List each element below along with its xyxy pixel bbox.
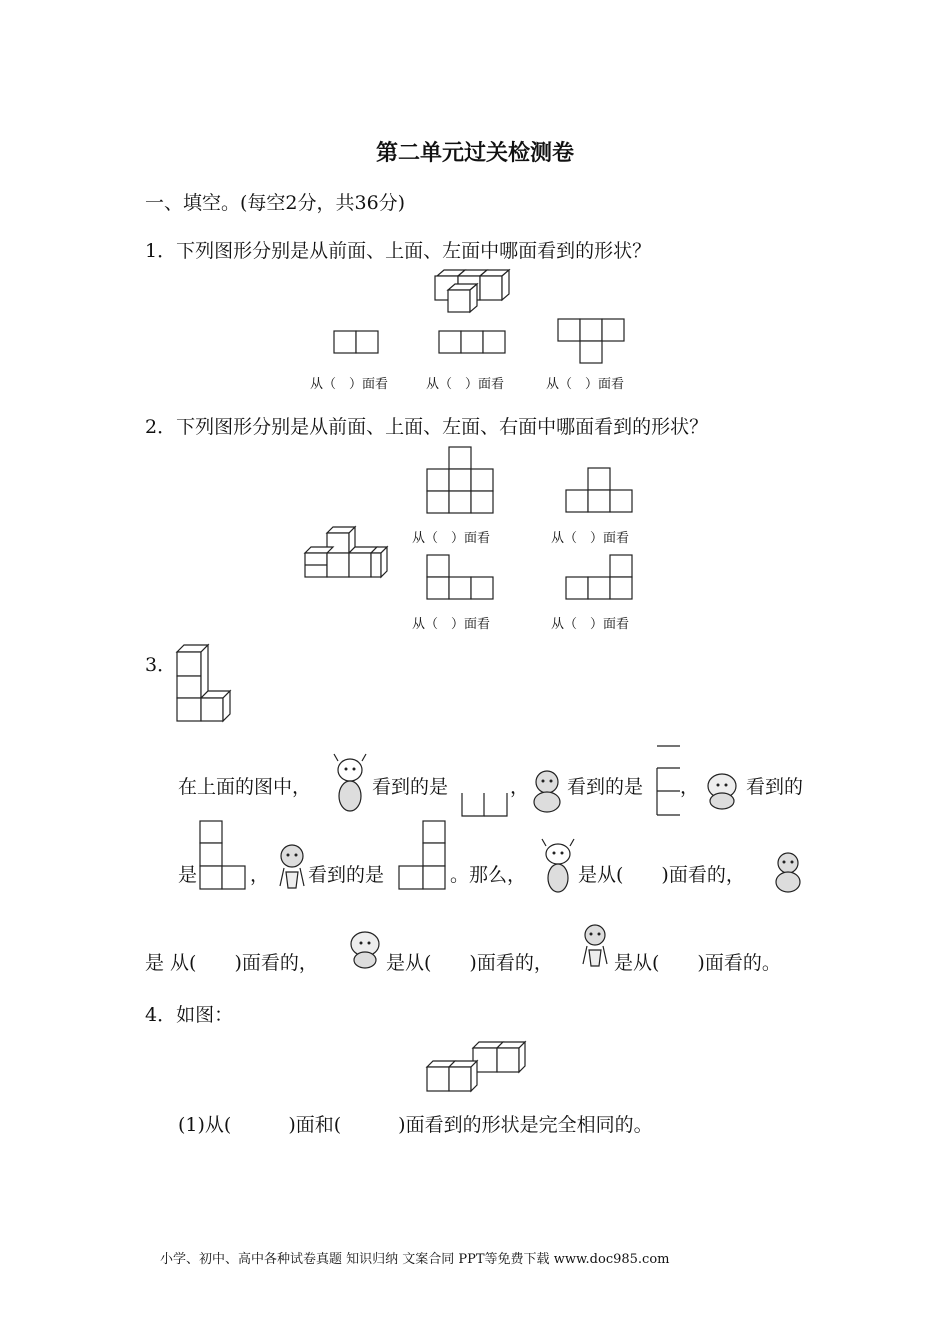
q1-caption-1: 从（ ）面看 bbox=[310, 377, 389, 392]
q2-caption-1: 从（ ）面看 bbox=[412, 531, 491, 546]
tiger-icon bbox=[272, 842, 312, 894]
q3-line1-a: 在上面的图中， bbox=[178, 776, 312, 798]
q3-line2-a: 是 bbox=[178, 864, 198, 886]
q3-line1-f: 看到的 bbox=[746, 776, 804, 798]
q3-line3-a: 是 从( )面看的， bbox=[145, 952, 318, 974]
q2-view-a bbox=[426, 446, 498, 516]
q2-cube-figure bbox=[303, 522, 393, 580]
q2-view-d bbox=[565, 554, 637, 602]
q2-view-c bbox=[426, 554, 498, 602]
q1-caption-2: 从（ ）面看 bbox=[426, 377, 505, 392]
q1-cube-figure bbox=[430, 270, 520, 315]
page-footer: 小学、初中、高中各种试卷真题 知识归纳 文案合同 PPT等免费下载 www.doc985.com bbox=[160, 1252, 670, 1267]
question-1-text: 1．下列图形分别是从前面、上面、左面中哪面看到的形状？ bbox=[145, 240, 652, 262]
q1-view-b bbox=[438, 330, 510, 355]
q3-answer-view-4 bbox=[398, 820, 448, 892]
q3-line1-e: ， bbox=[680, 776, 700, 798]
q3-line2-d: 。那么， bbox=[450, 864, 527, 886]
q2-caption-4: 从（ ）面看 bbox=[551, 617, 630, 632]
q4-sub-1: (1)从( )面和( )面看到的形状是完全相同的。 bbox=[178, 1114, 653, 1136]
q3-answer-view-2 bbox=[656, 745, 682, 817]
q3-cube-figure bbox=[176, 644, 236, 724]
q2-caption-3: 从（ ）面看 bbox=[412, 617, 491, 632]
sheep-icon bbox=[344, 928, 386, 970]
question-3-number: 3． bbox=[145, 654, 177, 676]
q3-line2-c: 看到的是 bbox=[308, 864, 385, 886]
bear-icon bbox=[528, 768, 566, 814]
q3-line2-e: 是从( )面看的， bbox=[578, 864, 745, 886]
q3-line2-b: ， bbox=[250, 864, 270, 886]
q3-line3-c: 是从( )面看的。 bbox=[614, 952, 781, 974]
bear-icon bbox=[770, 850, 806, 894]
q1-view-a bbox=[333, 330, 381, 355]
section-heading: 一、填空。(每空2分，共36分) bbox=[145, 192, 406, 214]
q3-answer-view-1 bbox=[461, 792, 509, 818]
goat-icon bbox=[330, 752, 370, 814]
q2-caption-2: 从（ ）面看 bbox=[551, 531, 630, 546]
q1-caption-3: 从（ ）面看 bbox=[546, 377, 625, 392]
goat-icon bbox=[538, 838, 578, 894]
q2-view-b bbox=[565, 467, 637, 515]
q4-cube-figure bbox=[425, 1040, 525, 1094]
q3-line3-b: 是从( )面看的， bbox=[386, 952, 553, 974]
sheep-icon bbox=[700, 770, 744, 810]
question-4-text: 4．如图： bbox=[145, 1004, 234, 1026]
tiger-icon bbox=[576, 922, 614, 972]
question-2-text: 2．下列图形分别是从前面、上面、左面、右面中哪面看到的形状？ bbox=[145, 416, 709, 438]
page-title: 第二单元过关检测卷 bbox=[375, 141, 574, 166]
q3-line1-c: ， bbox=[510, 776, 530, 798]
q3-line1-b: 看到的是 bbox=[372, 776, 449, 798]
q3-line1-d: 看到的是 bbox=[567, 776, 644, 798]
q3-answer-view-3 bbox=[199, 820, 249, 892]
q1-view-c bbox=[557, 318, 629, 366]
